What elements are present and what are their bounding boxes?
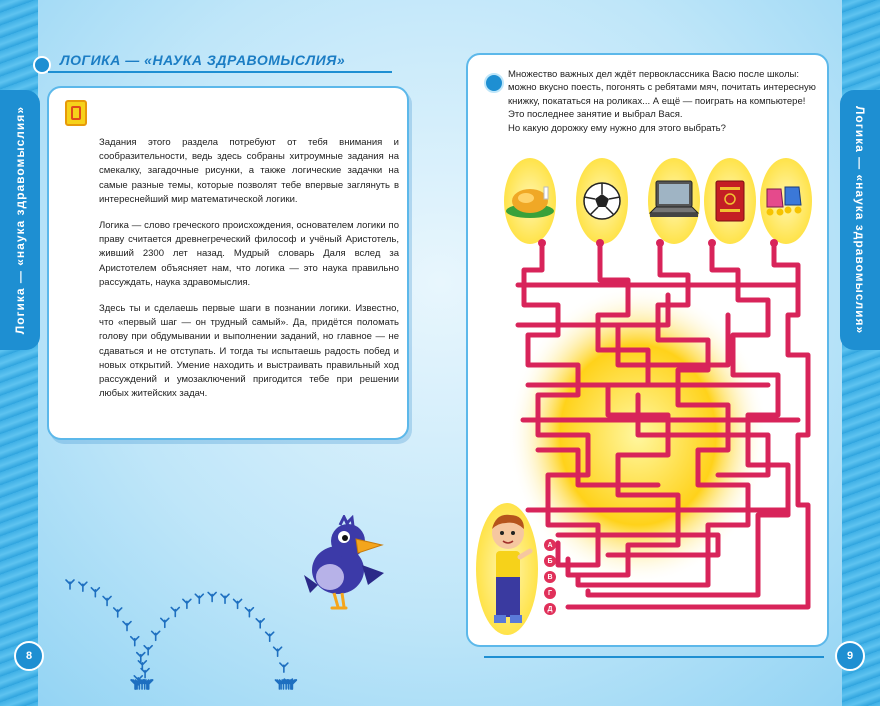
boy-vasya-illustration xyxy=(482,507,534,633)
bird-footprint xyxy=(221,594,229,603)
page-title: ЛОГИКА — «НАУКА ЗДРАВОМЫСЛИЯ» xyxy=(60,52,346,68)
question-line-3: книжку, покататься на роликах... А ещё — поиграть на компьютере! xyxy=(508,95,806,107)
start-label-b: Б xyxy=(544,555,556,567)
bird-footprint xyxy=(280,663,288,672)
bird-footprint xyxy=(171,607,179,616)
start-label-g: Г xyxy=(544,587,556,599)
question-line-2: можно вкусно поесть, погонять с ребятами мяч, почитать интересную xyxy=(508,82,816,94)
right-side-label: Логика — «наука здравомыслия» xyxy=(853,105,867,335)
start-label-v: В xyxy=(544,571,556,583)
bird-footprint xyxy=(161,618,169,627)
start-label-d: Д xyxy=(544,603,556,615)
bird-footprint xyxy=(114,608,122,617)
bird-footprint xyxy=(144,646,152,655)
heading-divider xyxy=(48,71,392,73)
intro-text xyxy=(99,136,399,413)
maze-start-dot xyxy=(538,239,546,247)
bird-footprint xyxy=(79,582,87,591)
intro-paragraph-2: Логика — слово греческого происхождения, основателем логики по праву считается древнегреческий философ и учёный Аристотель, живший 2300 лет назад. Мудрый словарь Даля вслед за Аристотелем объясняет нам, что логика — это наука правильно рассуждать, наука здравомыслия. xyxy=(99,220,399,288)
left-side-tab xyxy=(0,90,40,350)
footer-divider xyxy=(484,656,824,658)
bird-footprint xyxy=(183,599,191,608)
bird-footprint xyxy=(91,588,99,597)
card-info-icon xyxy=(65,100,87,126)
bird-footprint xyxy=(103,596,111,605)
start-label-a: А xyxy=(544,539,556,551)
maze-start-dot xyxy=(656,239,664,247)
maze-task-card xyxy=(466,53,829,647)
bird-footprint xyxy=(234,599,242,608)
intro-paragraph-3: Здесь ты и сделаешь первые шаги в познании логики. Известно, что «первый шаг — он трудный самый». Да, придётся поломать голову при обдумывании и выполнении заданий, но главное — не сдаваться и не отступать. И тогда ты испытаешь радость побед и новых открытий. Умение находить и выстраивать правильный ход рассуждений и умозаключений пригодится тебе при решении любых житейских задач. xyxy=(99,303,399,400)
intro-paragraph-1: Задания этого раздела потребуют от тебя внимания и сообразительности, ведь здесь собраны хитроумные задания на смекалку, загадочные рисунки, а также логические задачки на самые разные темы, которые позволят тебе впервые заглянуть в интереснейший мир математической логики. xyxy=(99,137,399,205)
right-side-tab xyxy=(840,90,880,350)
question-line-4: Это последнее занятие и выбрал Вася. xyxy=(508,109,683,121)
bird-footprint xyxy=(195,594,203,603)
bird-footprint xyxy=(66,580,74,589)
bird-footprint xyxy=(275,680,283,689)
bird-footprint xyxy=(266,632,274,641)
page-number-left: 8 xyxy=(14,641,44,671)
left-side-label: Логика — «наука здравомыслия» xyxy=(13,105,27,335)
maze-start-dot xyxy=(708,239,716,247)
bird-tracks-illustration xyxy=(40,455,310,695)
bird-footprint xyxy=(123,622,131,631)
maze-start-dot xyxy=(770,239,778,247)
bird-footprint xyxy=(256,619,264,628)
intro-text-card xyxy=(47,86,409,440)
page-number-right: 9 xyxy=(835,641,865,671)
bird-footprint xyxy=(208,592,216,601)
bird-footprint xyxy=(131,637,139,646)
bird-footprint xyxy=(245,608,253,617)
question-line-5: Но какую дорожку ему нужно для этого выбрать? xyxy=(508,122,726,134)
maze-start-dot xyxy=(596,239,604,247)
question-line-1: Множество важных дел ждёт первоклассника Васю после школы: xyxy=(508,69,799,80)
bird-footprint xyxy=(152,631,160,640)
bird-footprint xyxy=(274,647,282,656)
bird-footprint xyxy=(138,661,146,670)
raven-illustration xyxy=(298,515,388,615)
